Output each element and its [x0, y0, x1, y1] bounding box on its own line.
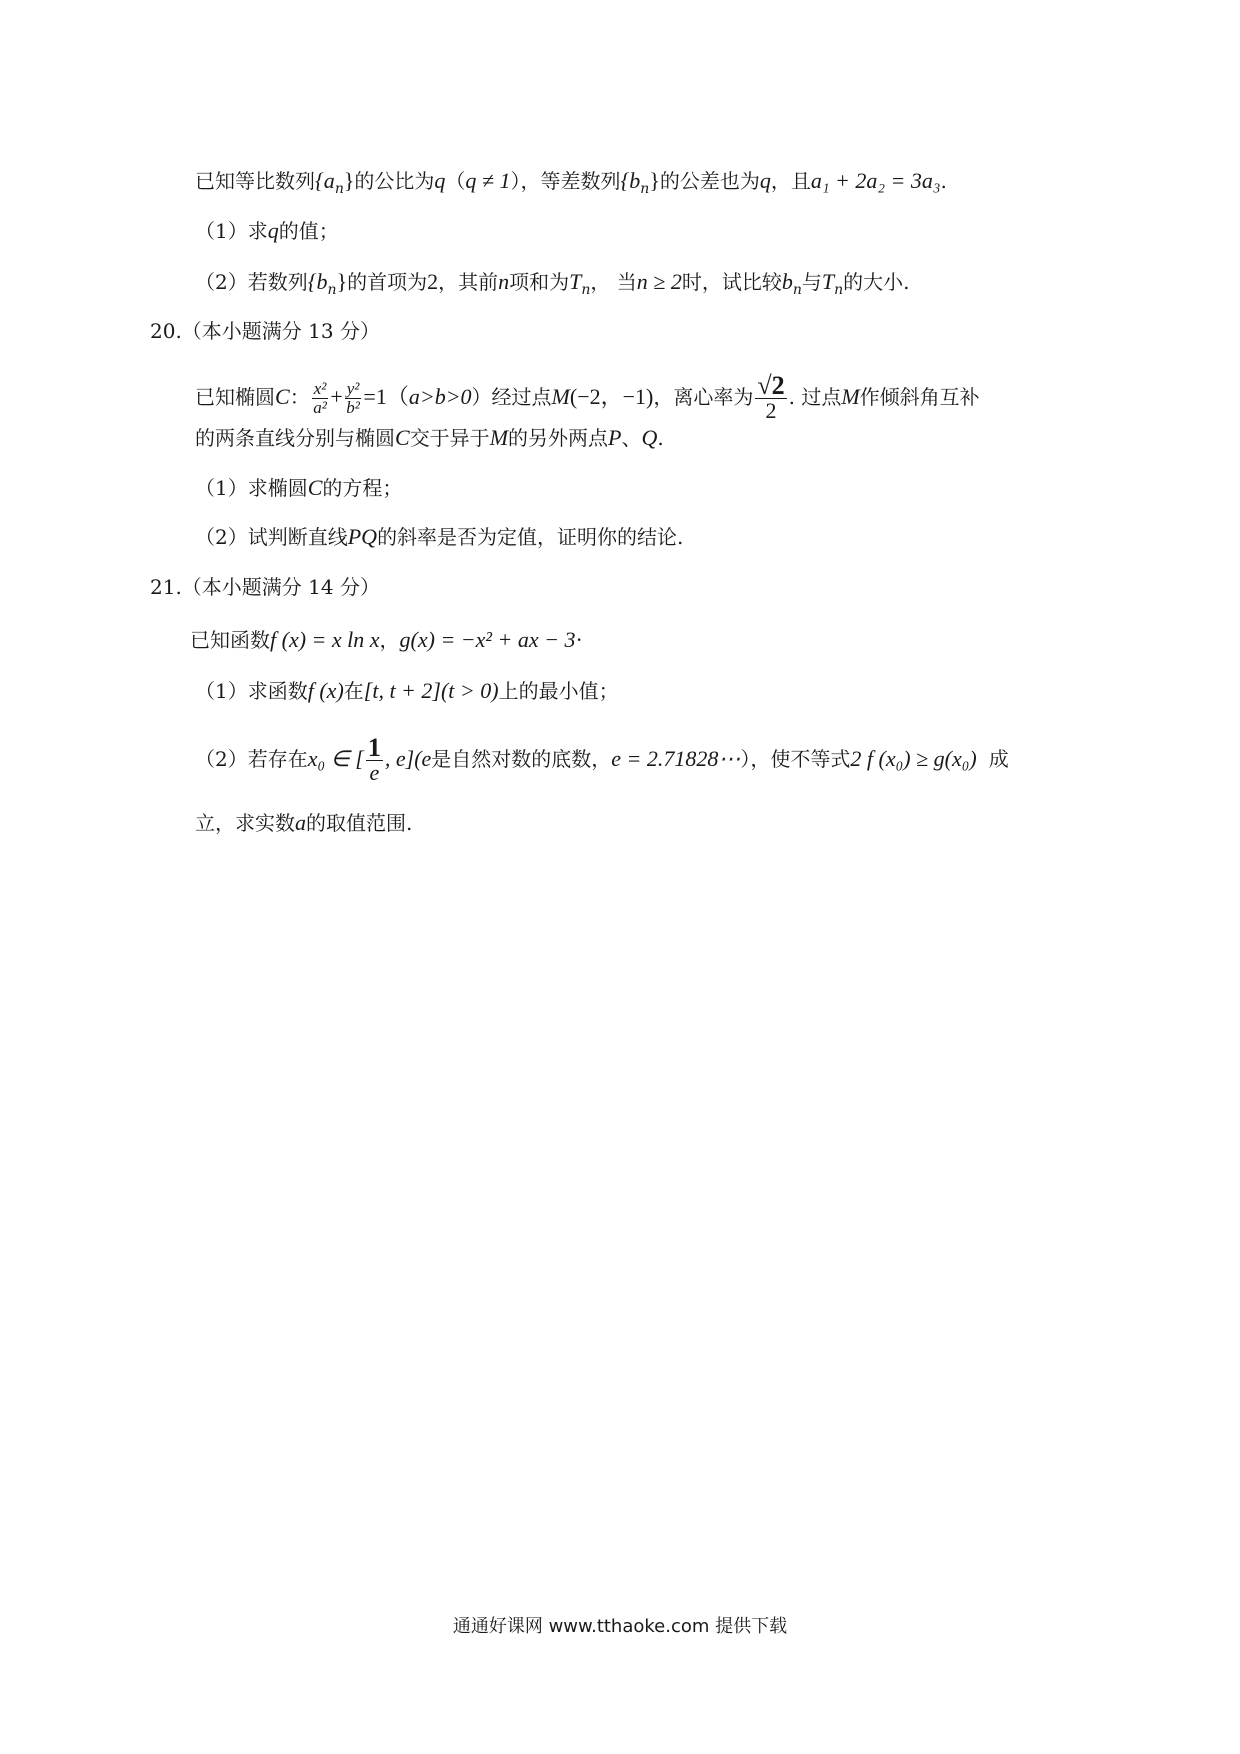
fraction-one-over-e — [366, 733, 383, 785]
math: 2 f (x₀) ≥ g(x₀) — [850, 746, 977, 771]
math: {b — [307, 269, 328, 294]
subscript: n — [834, 282, 844, 298]
q21-part1 — [195, 676, 619, 706]
text: 的取值范围. — [306, 811, 413, 835]
math: } — [649, 168, 660, 193]
math: M — [841, 384, 860, 409]
math: n ≥ 2 — [636, 269, 682, 294]
math: q ≠ 1 — [465, 168, 511, 193]
q20-part2 — [195, 522, 683, 552]
math: T — [569, 269, 582, 294]
math: q — [434, 168, 446, 193]
text: 的两条直线分别与椭圆 — [195, 426, 395, 450]
math: g(x) = −x² + ax − 3 — [399, 627, 576, 652]
math: } — [343, 168, 355, 193]
math: (−2，−1) — [569, 384, 654, 409]
text: 在 — [343, 679, 364, 703]
text: （2）若数列 — [195, 270, 308, 294]
math: a₁ + 2a₂ = 3a₃ — [810, 168, 941, 193]
text: 项和为 — [509, 270, 570, 294]
denominator: b² — [346, 398, 360, 417]
text: ，其前 — [438, 270, 499, 294]
math: a — [295, 810, 306, 835]
radicand: 2 — [771, 371, 785, 400]
text: 成 — [988, 747, 1009, 771]
q20-header: 20.（本小题满分 13 分） — [150, 319, 380, 343]
text: 作倾斜角互补 — [859, 385, 980, 409]
text: （ — [445, 169, 466, 193]
numerator: y² — [346, 379, 360, 398]
math: Q — [641, 425, 658, 450]
math: f (x) = x ln x — [270, 627, 380, 652]
text: ， 当 — [590, 270, 637, 294]
subscript: n — [327, 282, 337, 298]
text: 上的最小值； — [498, 679, 619, 703]
text: . — [657, 426, 664, 450]
math: {a — [315, 168, 335, 193]
q21-intro — [190, 625, 583, 655]
math: q — [759, 168, 771, 193]
text: 与 — [801, 270, 822, 294]
math: q — [267, 218, 279, 243]
math: C — [275, 384, 290, 409]
math: e = 2.71828⋯ — [611, 746, 741, 771]
text: （1）求 — [195, 219, 268, 243]
denominator: a² — [313, 398, 327, 417]
q21-part2-cont — [195, 808, 412, 838]
text: （2）试判断直线 — [195, 525, 348, 549]
sqrt-icon: √ — [757, 371, 772, 400]
q20-part1 — [195, 473, 402, 503]
q21-header: 21.（本小题满分 14 分） — [150, 575, 380, 599]
math: {b — [620, 168, 641, 193]
text: ），使不等式 — [740, 747, 851, 771]
numerator: x² — [313, 379, 327, 398]
text: 的斜率是否为定值，证明你的结论. — [377, 525, 684, 549]
q20-intro — [195, 371, 980, 423]
fraction-eccentricity — [755, 371, 786, 423]
q20-intro-cont — [195, 423, 664, 453]
math: · — [575, 627, 583, 652]
math: , e](e — [384, 746, 432, 771]
math: [t, t + 2](t > 0) — [363, 678, 499, 703]
math: f (x) — [307, 678, 344, 703]
text: 、 — [621, 426, 642, 450]
numerator — [755, 371, 786, 400]
subscript: n — [640, 181, 650, 197]
q19-part2 — [195, 267, 910, 305]
math: 2 — [427, 269, 439, 294]
math: =1（ — [363, 384, 409, 409]
text: 的值； — [278, 219, 339, 243]
text: （1）求函数 — [195, 679, 308, 703]
math: C — [395, 425, 410, 450]
text: . 过点 — [788, 385, 842, 409]
q21-part2 — [195, 733, 1009, 785]
text: ，且 — [770, 169, 811, 193]
math: T — [821, 269, 835, 294]
subscript: n — [581, 282, 591, 298]
math: n — [498, 269, 510, 294]
math: C — [307, 475, 323, 500]
fraction-x — [312, 380, 329, 417]
q19-intro — [195, 166, 947, 204]
math: P — [608, 425, 622, 450]
denominator: e — [369, 760, 380, 785]
subscript: n — [792, 282, 802, 298]
math: a>b>0 — [408, 384, 472, 409]
text: 的公比为 — [354, 169, 435, 193]
text: 已知椭圆 — [195, 385, 275, 409]
text: 是自然对数的底数， — [431, 747, 612, 771]
math: M — [489, 425, 509, 450]
subscript: n — [334, 181, 344, 197]
text: （2）若存在 — [195, 747, 308, 771]
math: + — [330, 384, 343, 409]
q19-part1 — [195, 216, 339, 246]
math: M — [551, 384, 570, 409]
math: PQ — [347, 524, 378, 549]
text: 的大小. — [843, 270, 910, 294]
math: b — [781, 269, 793, 294]
text: 的另外两点 — [508, 426, 609, 450]
page-footer: 通通好课网 www.tthaoke.com 提供下载 — [452, 1616, 788, 1637]
text: 交于异于 — [409, 426, 490, 450]
text: ，离心率为 — [653, 385, 754, 409]
text: 的公差也为 — [659, 169, 760, 193]
text: 已知等比数列 — [195, 169, 315, 193]
numerator: 1 — [367, 733, 381, 762]
text: ， — [379, 628, 400, 652]
math: } — [336, 269, 348, 294]
text: 时，试比较 — [681, 270, 782, 294]
text: 的方程； — [322, 476, 403, 500]
fraction-y — [345, 380, 362, 417]
math: x₀ ∈ [ — [307, 746, 364, 771]
text: 已知函数 — [190, 628, 270, 652]
text: . — [940, 169, 947, 193]
text: 立，求实数 — [195, 811, 295, 835]
text: ），等差数列 — [510, 169, 621, 193]
text: 的首项为 — [347, 270, 428, 294]
text: ： — [289, 385, 310, 409]
denominator: 2 — [765, 398, 777, 423]
text: （1）求椭圆 — [195, 476, 308, 500]
text: ）经过点 — [471, 385, 552, 409]
